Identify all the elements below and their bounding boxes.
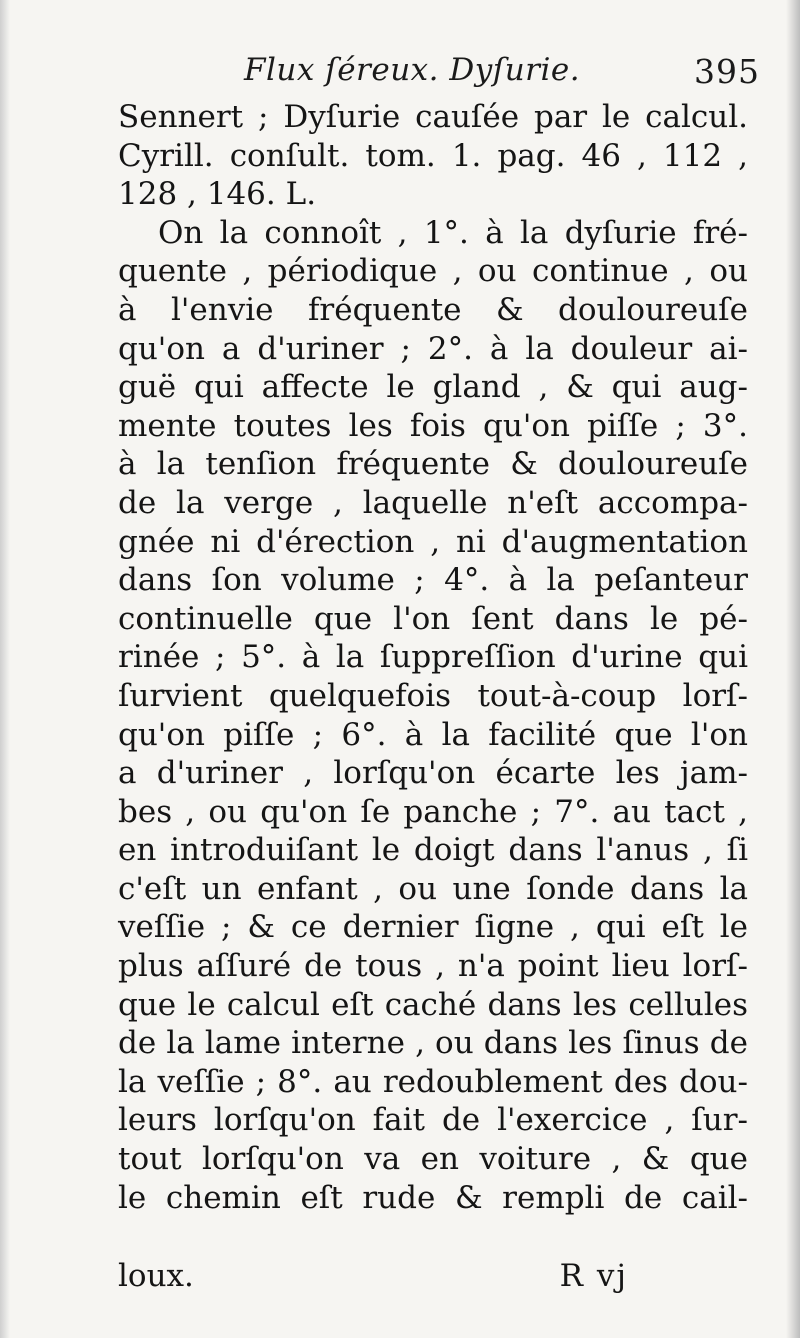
text-line: tout lorſqu'on va en voiture , & que — [118, 1141, 748, 1178]
text-line: On la connoît , 1°. à la dyſurie fré- — [158, 214, 748, 251]
text-line: que le calcul eſt caché dans les cellules — [118, 986, 748, 1023]
page-footer — [118, 1258, 628, 1298]
text-line: en introduiſant le doigt dans l'anus , ſi — [118, 832, 748, 869]
text-line: gnée ni d'érection , ni d'augmentation — [118, 523, 748, 560]
page-right-edge-shadow — [786, 0, 800, 1338]
text-line: à la tenſion fréquente & douloureuſe — [118, 446, 748, 483]
text-line: à l'envie fréquente & douloureuſe — [118, 291, 748, 328]
text-line: qu'on a d'uriner ; 2°. à la douleur ai- — [118, 330, 748, 367]
text-line: dans ſon volume ; 4°. à la peſanteur — [118, 562, 748, 599]
text-line: qu'on piſſe ; 6°. à la facilité que l'on — [118, 716, 748, 753]
text-line: c'eſt un enfant , ou une ſonde dans la — [118, 870, 748, 907]
last-line-word: loux. — [118, 1258, 194, 1294]
text-line: guë qui affecte le gland , & qui aug- — [118, 369, 748, 406]
text-line: a d'uriner , lorſqu'on écarte les jam- — [118, 755, 748, 792]
text-line: de la verge , laquelle n'eſt accompa- — [118, 484, 748, 521]
running-head — [120, 44, 760, 94]
text-line: ſurvient quelquefois tout-à-coup lorſ- — [118, 677, 748, 714]
text-line: rinée ; 5°. à la ſuppreſſion d'urine qui — [118, 639, 748, 676]
text-line: plus aſſuré de tous , n'a point lieu lorſ- — [118, 948, 748, 985]
text-line: veſſie ; & ce dernier ſigne , qui eſt le — [118, 909, 748, 946]
page-number: 395 — [694, 52, 760, 91]
body-text — [118, 98, 748, 1217]
text-line: la veſſie ; 8°. au redoublement des dou- — [118, 1063, 748, 1100]
text-line: mente toutes les fois qu'on piſſe ; 3°. — [118, 407, 748, 444]
text-line: bes , ou qu'on ſe panche ; 7°. au tact , — [118, 793, 748, 830]
text-line: leurs lorſqu'on fait de l'exercice , ſur- — [118, 1102, 748, 1139]
text-line: 128 , 146. L. — [118, 176, 317, 213]
text-line: le chemin eſt rude & rempli de cail- — [118, 1179, 748, 1216]
text-line: Cyrill. conſult. tom. 1. pag. 46 , 112 , — [118, 137, 748, 174]
text-line: continuelle que l'on ſent dans le pé- — [118, 600, 748, 637]
signature-mark: R vj — [559, 1258, 628, 1294]
text-line: de la lame interne , ou dans les ſinus de — [118, 1025, 748, 1062]
running-title: Flux ſéreux. Dyſurie. — [244, 52, 581, 88]
page-left-edge-shadow — [0, 0, 10, 1338]
text-line: quente , périodique , ou continue , ou — [118, 253, 748, 290]
text-line: Sennert ; Dyſurie cauſée par le calcul. — [118, 99, 748, 135]
